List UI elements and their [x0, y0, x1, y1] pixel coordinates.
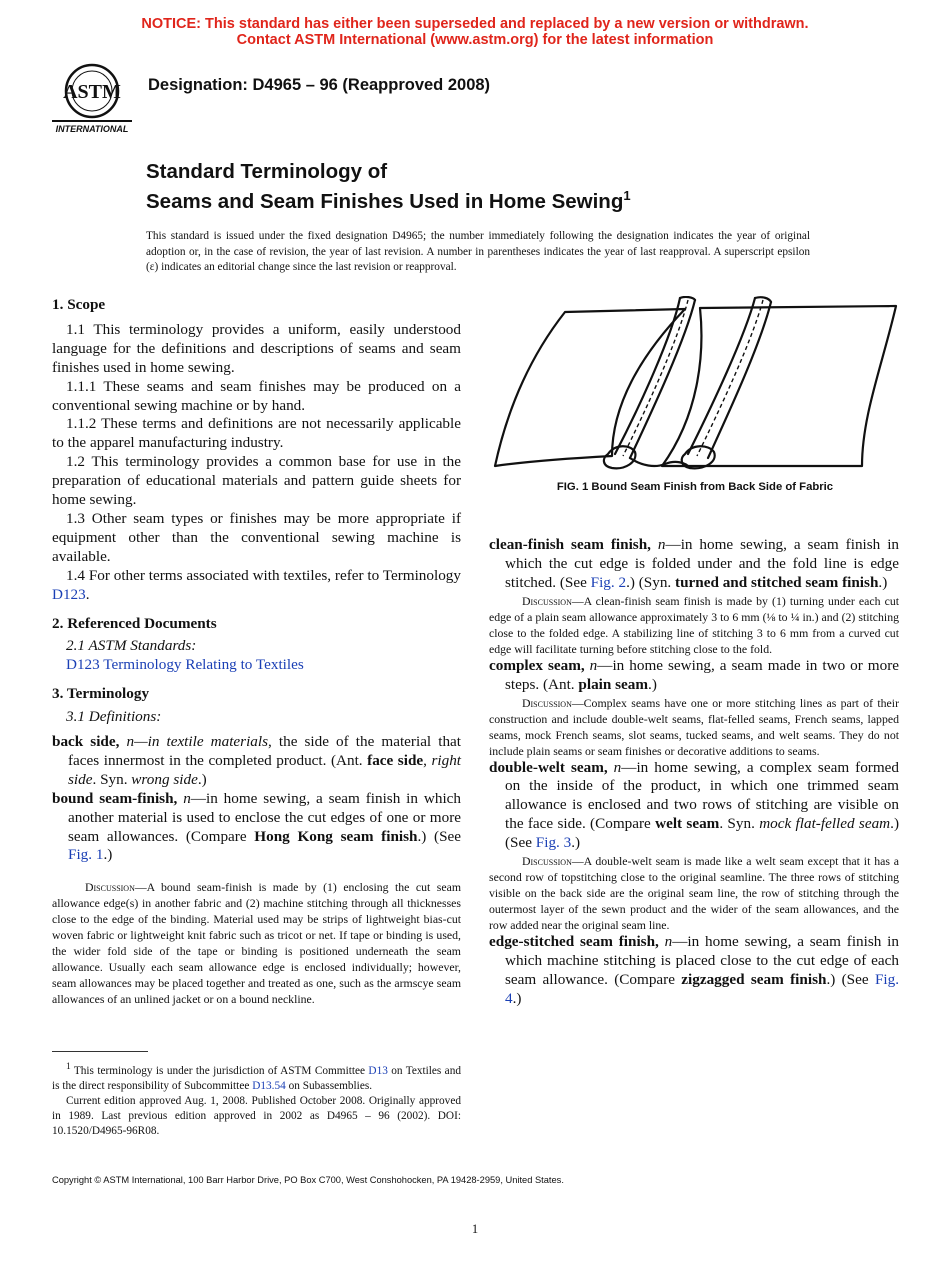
ref-code-link[interactable]: D123	[66, 656, 100, 674]
title-line-1: Standard Terminology of	[146, 160, 388, 183]
term-complex-seam: complex seam, n—in home sewing, a seam made in two or more steps. (Ant. plain seam.)	[489, 656, 900, 693]
supersession-notice	[0, 16, 950, 48]
para-2-1: 2.1 ASTM Standards:	[66, 637, 197, 655]
link-fig-1[interactable]: Fig. 1	[68, 846, 104, 864]
title-line-2: Seams and Seam Finishes Used in Home Sewing	[146, 189, 624, 213]
section-2-heading: 2. Referenced Documents	[52, 614, 217, 632]
astm-logo	[50, 58, 134, 136]
footnote-rule	[52, 1051, 148, 1052]
link-fig-3[interactable]: Fig. 3	[535, 834, 572, 852]
figure-1-caption: FIG. 1 Bound Seam Finish from Back Side of Fabric	[556, 481, 834, 493]
link-d123[interactable]: D123	[52, 585, 86, 603]
document-title	[146, 160, 631, 214]
discussion-clean-finish: Discussion—A clean-finish seam finish is made by (1) turning under each cut edge of a plain seam allowance approximately 3 to 6 mm (⅛ to ¼ in.) and (2) stitching close to the folded edge. A stabilizing line of stitching 3 to 6 mm from a curved cut edge will facilitate turning before stitching close to the fold.	[489, 593, 899, 656]
link-fig-4[interactable]: Fig. 4	[505, 970, 900, 1007]
ref-title-link[interactable]: Terminology Relating to Textiles	[103, 656, 304, 674]
right-column	[489, 536, 899, 1009]
para-1-2: 1.2 This terminology provides a common base for use in the preparation of educational materials and pattern guide sheets for home sewing.	[52, 453, 461, 509]
term-bound-seam-finish: bound seam-finish, n—in home sewing, a seam finish in which another material is used to enclose the cut edges of one or more seam allowances. (Compare Hong Kong seam finish.) (See Fig. 1.)	[52, 789, 462, 864]
designation: Designation: D4965 – 96 (Reapproved 2008)	[148, 76, 491, 94]
section-1-heading: 1. Scope	[52, 296, 106, 313]
logo-subtext: INTERNATIONAL	[55, 124, 129, 134]
page-number: 1	[471, 1222, 479, 1236]
logo-letters: ASTM	[63, 81, 121, 103]
discussion-complex-seam: Discussion—Complex seams have one or more stitching lines as part of their construction and include double-welt seams, flat-felled seams, French seams, lapped seams, mock French seams, slot seams, tucked seams, and welt seams. They do not include plain seams or seam finishes or decorative additions to seams.	[489, 695, 899, 758]
para-1-1-2: 1.1.2 These terms and definitions are not necessarily applicable to the apparel manufacturing industry.	[52, 415, 461, 452]
term-back-side: back side, n—in textile materials, the side of the material that faces innermost in the completed product. (Ant. face side, right side. Syn. wrong side.)	[52, 733, 462, 788]
discussion-double-welt: Discussion—A double-welt seam is made like a welt seam except that it has a second row of topstitching close to the original seamline. The three rows of stitching visible on the back side are the original seam line, the row of stitching through the outermost layer of the sewn product and the wider of the seam allowances, and the row added near the original seam line.	[489, 854, 899, 933]
issue-note: This standard is issued under the fixed designation D4965; the number immediately following the designation indicates the year of original adoption or, in the case of revision, the year of last revision. A number in parentheses indicates the year of last reapproval. A superscript epsilon (ε) indicates an editorial change since the last revision or reapproval.	[146, 230, 810, 273]
title-footnote-mark: 1	[623, 188, 631, 203]
section-3-heading: 3. Terminology	[52, 685, 150, 703]
reference-d123	[52, 656, 461, 675]
footnote: $^1$ This terminology is under the jurisdiction of ASTM Committee D13 on Textiles and is the direct responsibility of Subcommittee D13.54 on Subassemblies. Current edition approved Aug. 1, 2008. Published October 2008. Originally approved in 1989. Last previous edition approved in 2002 as D4965 – 96 (2002). DOI: 10.1520/D4965-96R08.	[52, 1062, 461, 1137]
left-column	[52, 296, 461, 1007]
notice-line-2: Contact ASTM International (www.astm.org) for the latest information	[236, 32, 714, 48]
notice-line-1: NOTICE: This standard has either been superseded and replaced by a new version or withdrawn.	[141, 16, 809, 32]
link-d13-54[interactable]: D13.54	[252, 1079, 286, 1092]
term-clean-finish: clean-finish seam finish, n—in home sewing, a seam finish in which the cut edge is folded under and the fold line is edge stitched. (See Fig. 2.) (Syn. turned and stitched seam finish.)	[489, 536, 900, 591]
para-3-1: 3.1 Definitions:	[66, 708, 162, 726]
link-fig-2[interactable]: Fig. 2	[590, 573, 627, 591]
discussion-bound-seam: Discussion—A bound seam-finish is made by (1) enclosing the cut seam allowance edge(s) in another fabric and (2) machine stitching through all thicknesses close to the edge of the binding. Material used may be strips of lightweight bias-cut woven fabric or lightweight knit fabric such as tricot or net. If tape or binding is used, the wider fold side of the tape or binding is positioned underneath the seam allowance. Usually each seam allowance edge is enclosed individually; however, seam allowances may be placed together and treated as one, such as the armscye seam allowances of an unlined jacket or on a bound neckline.	[52, 880, 461, 1007]
copyright: Copyright © ASTM International, 100 Barr Harbor Drive, PO Box C700, West Conshohocken, PA 19428-2959, United States.	[52, 1175, 564, 1185]
para-1-3: 1.3 Other seam types or finishes may be more appropriate if equipment other than the conventional sewing machine is available.	[52, 509, 461, 565]
link-d13[interactable]: D13	[368, 1064, 388, 1077]
term-edge-stitched: edge-stitched seam finish, n—in home sewing, a seam finish in which machine stitching is placed close to the cut edge of each seam allowance. (Compare zigzagged seam finish.) (See Fig. 4.)	[489, 933, 900, 1007]
figure-1-drawing	[490, 296, 900, 476]
para-1-1: 1.1 This terminology provides a uniform, easily understood language for the definitions and descriptions of seams and seam finishes used in home sewing.	[52, 320, 461, 376]
para-1-4: 1.4 For other terms associated with textiles, refer to Terminology D123.	[52, 566, 461, 603]
footnote-current-edition: Current edition approved Aug. 1, 2008. Published October 2008. Originally approved in 1989. Last previous edition approved in 2002 as D4965 – 96 (2002). DOI: 10.1520/D4965-96R08.	[52, 1094, 461, 1137]
term-double-welt-seam: double-welt seam, n—in home sewing, a complex seam formed on the inside of the product, in which one trimmed seam allowance is enclosed and two rows of stitching are visible on the face side. (Compare welt seam. Syn. mock flat-felled seam.) (See Fig. 3.)	[489, 758, 900, 852]
para-1-1-1: 1.1.1 These seams and seam finishes may be produced on a conventional sewing machine or by hand.	[52, 377, 461, 414]
